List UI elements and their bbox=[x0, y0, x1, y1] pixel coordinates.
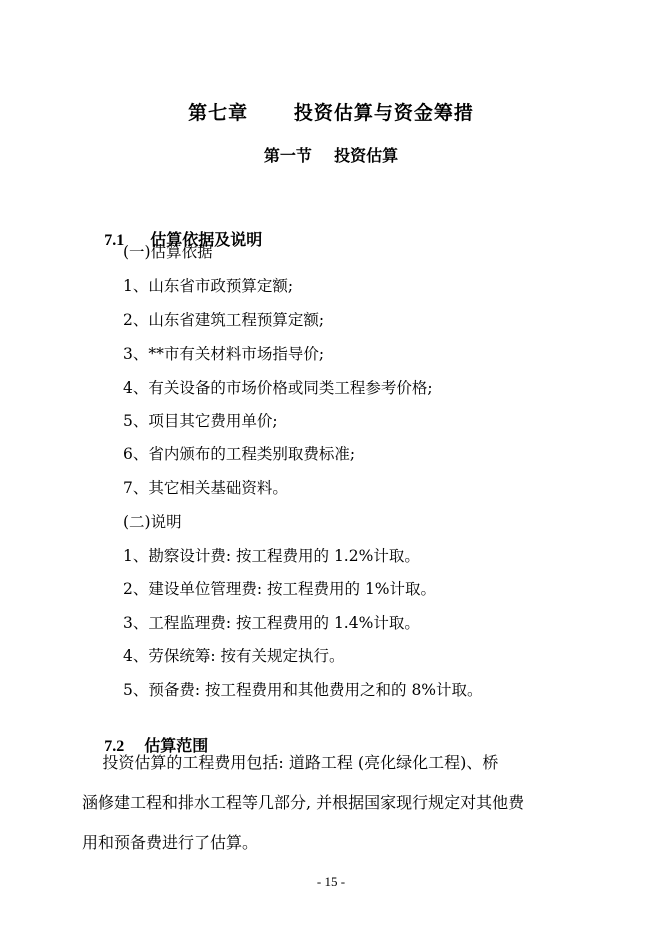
list-item: 3、工程监理费: 按工程费用的 1.4%计取。 bbox=[123, 614, 420, 632]
section-title: 第一节 投资估算 bbox=[263, 146, 399, 165]
list-item: 5、项目其它费用单价; bbox=[123, 412, 278, 430]
paragraph-line: 用和预备费进行了估算。 bbox=[82, 833, 259, 852]
list-item: 1、山东省市政预算定额; bbox=[123, 277, 294, 295]
section-number: 7.1 bbox=[104, 232, 125, 249]
list-item: 4、劳保统筹: 按有关规定执行。 bbox=[123, 647, 345, 665]
list-item: 2、建设单位管理费: 按工程费用的 1%计取。 bbox=[123, 580, 437, 598]
basis-subheading: (一)估算依据 bbox=[123, 243, 213, 261]
paragraph-line: 涵修建工程和排水工程等几部分, 并根据国家现行规定对其他费 bbox=[82, 793, 525, 812]
page-number: - 15 - bbox=[316, 874, 346, 889]
list-item: 5、预备费: 按工程费用和其他费用之和的 8%计取。 bbox=[123, 681, 483, 699]
list-item: 6、省内颁布的工程类别取费标准; bbox=[123, 445, 356, 463]
list-item: 4、有关设备的市场价格或同类工程参考价格; bbox=[123, 379, 433, 397]
list-item: 1、勘察设计费: 按工程费用的 1.2%计取。 bbox=[123, 547, 420, 565]
list-item: 2、山东省建筑工程预算定额; bbox=[123, 311, 325, 329]
list-item: 3、**市有关材料市场指导价; bbox=[123, 345, 325, 363]
section-heading-text: 估算依据及说明 bbox=[150, 230, 263, 249]
section-number: 7.2 bbox=[104, 738, 125, 755]
paragraph-line: 投资估算的工程费用包括: 道路工程 (亮化绿化工程)、桥 bbox=[82, 753, 499, 772]
section-heading-text: 估算范围 bbox=[144, 736, 209, 755]
list-item: 7、其它相关基础资料。 bbox=[123, 479, 288, 497]
notes-subheading: (二)说明 bbox=[123, 513, 182, 531]
chapter-title: 第七章 投资估算与资金筹措 bbox=[188, 102, 474, 124]
